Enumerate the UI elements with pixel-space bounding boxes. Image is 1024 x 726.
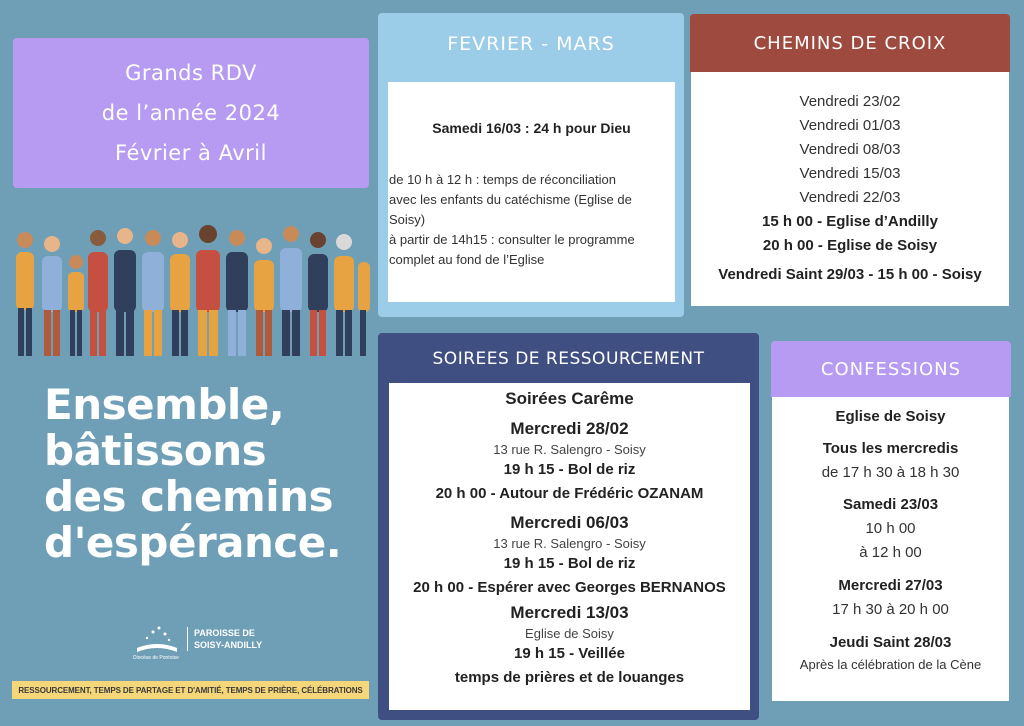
detail-line: Soisy) [389, 212, 426, 227]
logo-line-1: PAROISSE DE [194, 628, 255, 638]
detail-line: de 10 h à 12 h : temps de réconciliation [389, 172, 616, 187]
people-illustration [12, 212, 370, 358]
cc-time-andilly: 15 h 00 - Eglise d’Andilly [762, 213, 938, 230]
cc-date: Vendredi 22/03 [799, 189, 901, 206]
cf-place: Eglise de Soisy [835, 408, 946, 425]
soirees-heading: SOIREES DE RESSOURCEMENT [432, 349, 705, 369]
detail-line: complet au fond de l’Eglise [389, 252, 545, 267]
cf-weekly-time: de 17 h 30 à 18 h 30 [821, 464, 960, 481]
soiree-3-date: Mercredi 13/03 [510, 603, 629, 622]
soiree-3-line-2: temps de prières et de louanges [454, 669, 685, 686]
cc-date: Vendredi 15/03 [799, 165, 901, 182]
cf-samedi-time-1: 10 h 00 [865, 520, 916, 537]
cc-vendredi-saint: Vendredi Saint 29/03 - 15 h 00 - Soisy [718, 266, 982, 283]
soiree-2-place: 13 rue R. Salengro - Soisy [493, 536, 646, 551]
soiree-1-line-2: 20 h 00 - Autour de Frédéric OZANAM [435, 485, 704, 502]
cf-mercredi-date: Mercredi 27/03 [838, 577, 943, 594]
soirees-subtitle: Soirées Carême [505, 389, 634, 408]
soiree-2-line-2: 20 h 00 - Espérer avec Georges BERNANOS [413, 579, 726, 596]
chemins-de-croix-heading: CHEMINS DE CROIX [690, 14, 1010, 72]
confessions-heading: CONFESSIONS [771, 341, 1011, 397]
fevrier-mars-panel [378, 13, 684, 317]
title-line-2: de l’année 2024 [101, 101, 281, 125]
detail-line: à partir de 14h15 : consulter le programme [389, 232, 635, 247]
slogan-line-2: bâtissons [44, 426, 267, 475]
soiree-2-date: Mercredi 06/03 [510, 513, 629, 532]
fevrier-mars-event: Samedi 16/03 : 24 h pour Dieu [432, 120, 631, 136]
cc-date: Vendredi 01/03 [799, 117, 901, 134]
cf-samedi-time-2: à 12 h 00 [859, 544, 922, 561]
fevrier-mars-heading: FEVRIER - MARS [447, 33, 615, 55]
cf-jeudi-note: Après la célébration de la Cène [799, 657, 982, 672]
title-line-3: Février à Avril [115, 141, 267, 165]
soiree-1-place: 13 rue R. Salengro - Soisy [493, 442, 646, 457]
diocese-label: Diocèse de Pontoise [133, 655, 179, 661]
chemins-de-croix-body [691, 72, 1009, 306]
cf-jeudi-date: Jeudi Saint 28/03 [829, 634, 952, 651]
soiree-1-line-1: 19 h 15 - Bol de riz [503, 461, 636, 478]
soiree-1-date: Mercredi 28/02 [510, 419, 629, 438]
logo-text [187, 627, 262, 651]
soiree-2-line-1: 19 h 15 - Bol de riz [503, 555, 636, 572]
slogan-line-1: Ensemble, [44, 380, 285, 429]
logo-line-2: SOISY-ANDILLY [194, 640, 263, 650]
parish-logo [133, 613, 273, 665]
fevrier-mars-body [388, 82, 675, 302]
soiree-3-line-1: 19 h 15 - Veillée [514, 645, 625, 662]
bottom-banner: RESSOURCEMENT, TEMPS DE PARTAGE ET D'AMITIÉ, TEMPS DE PRIÈRE, CÉLÉBRATIONS [12, 681, 369, 699]
cf-weekly: Tous les mercredis [822, 440, 959, 457]
soiree-3-place: Eglise de Soisy [525, 626, 614, 641]
book-dove-icon [133, 622, 181, 656]
fevrier-mars-details [389, 170, 675, 270]
slogan-line-3: des chemins [44, 472, 334, 521]
soirees-body [389, 383, 750, 710]
slogan [44, 382, 374, 566]
slogan-line-4: d'espérance. [44, 518, 342, 567]
title-box [13, 38, 369, 188]
title-line-1: Grands RDV [125, 61, 257, 85]
cf-samedi-date: Samedi 23/03 [842, 496, 939, 513]
cf-mercredi-time: 17 h 30 à 20 h 00 [832, 601, 949, 618]
soirees-panel [378, 333, 759, 720]
cc-time-soisy: 20 h 00 - Eglise de Soisy [762, 237, 938, 254]
cc-date: Vendredi 08/03 [799, 141, 901, 158]
detail-line: avec les enfants du catéchisme (Eglise de [389, 192, 632, 207]
confessions-body [772, 397, 1009, 701]
crowd-group [16, 225, 370, 356]
cc-date: Vendredi 23/02 [799, 93, 901, 110]
